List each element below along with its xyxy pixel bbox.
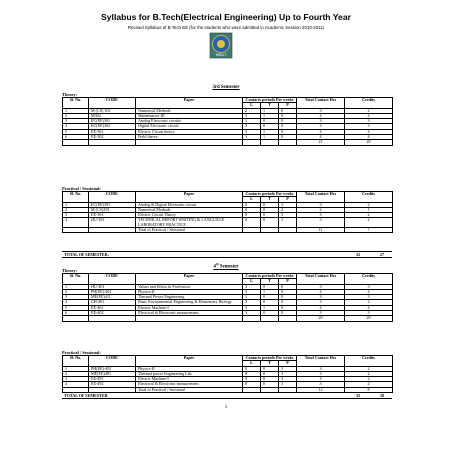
cell-total: 2 [297,207,345,212]
practical-total-label: Total of Practical / Sessional [136,228,243,233]
sem4-theory-label: Theory: [62,268,78,273]
header-sl: Sl. No. [63,192,89,203]
cell-credits: 3 [345,284,393,289]
cell-credits: 2 [345,382,393,387]
cell-sl: 1 [63,202,89,207]
header-code: CODE [89,356,136,367]
cell-l: 0 [243,202,261,207]
practical-total-row [63,228,393,233]
sem3-theory-table [62,97,393,146]
sem4-semester-total [62,392,392,399]
cell-code: ME(EE)481 [89,371,136,376]
semester-suffix: th [215,262,219,266]
header-credits: Credits [345,274,393,285]
cell-credits: 2 [345,213,393,218]
header-sl: Sl. No. [63,98,89,109]
cell-t: 0 [261,213,279,218]
header-l: L [243,103,261,108]
cell-paper: Basic Environmental Engineering & Elementary Biology [136,300,243,305]
practical-total-credits: 8 [345,387,393,392]
cell-t: 0 [261,377,279,382]
header-credits: Credits [345,356,393,367]
cell-l: 3 [243,113,261,118]
cell-p: 2 [279,207,297,212]
cell-paper: Electrical & Electronic measurement [136,311,243,316]
header-p: P [279,197,297,202]
header-t: T [261,103,279,108]
cell-sl: 4 [63,124,89,129]
cell-sl: 1 [63,284,89,289]
cell-credits: 3 [345,295,393,300]
cell-p: 0 [279,295,297,300]
cell-total: 3 [297,218,345,228]
header-paper: Paper [136,192,243,203]
cell-t: 0 [261,124,279,129]
document-title: Syllabus for B.Tech(Electrical Engineering) Up to Fourth Year [101,12,351,22]
cell-total: 4 [297,135,345,140]
cell-credits: 2 [345,202,393,207]
cell-l: 2 [243,108,261,113]
cell-total: 3 [297,202,345,207]
practical-total-hours: 12 [297,387,345,392]
total-row [63,316,393,321]
cell-sl: 3 [63,295,89,300]
header-p: P [279,103,297,108]
header-credits: Credits [345,192,393,203]
cell-t: 1 [261,129,279,134]
cell-p: 0 [279,135,297,140]
cell-paper: Digital Electronic circuit [136,124,243,129]
cell-p: 3 [279,371,297,376]
cell-t: 0 [261,371,279,376]
document-subtitle: Revised Syllabus of B.Tech EE (for the students who were admitted in Academic Session 2010-2011) [127,25,325,30]
cell-p: 3 [279,382,297,387]
cell-paper: Electrical & Electronic measurement [136,382,243,387]
cell-p: 0 [279,289,297,294]
sem3-semester-total [62,251,392,258]
header-paper: Paper [136,356,243,367]
cell-code: EC(EE)391 [89,202,136,207]
header-contacts: Contacts periods Per weeks [243,98,297,103]
sem4-practical-label: Practical / Sessional: [62,350,101,355]
cell-sl: 4 [63,382,89,387]
header-code: CODE [89,192,136,203]
cell-l: 3 [243,311,261,316]
cell-credits: 2 [345,218,393,228]
cell-t: 0 [261,295,279,300]
cell-credits: 4 [345,135,393,140]
practical-total-hours: 11 [297,228,345,233]
cell-t: 0 [261,218,279,228]
cell-t: 0 [261,366,279,371]
cell-t: 0 [261,382,279,387]
theory-total-credits: 20 [345,316,393,321]
cell-sl: 3 [63,213,89,218]
cell-l: 3 [243,129,261,134]
cell-p: 0 [279,108,297,113]
header-sl: Sl. No. [63,356,89,367]
cell-p: 0 [279,129,297,134]
header-l: L [243,279,261,284]
cell-p: 0 [279,300,297,305]
cell-credits: 3 [345,119,393,124]
practical-total-credits: 7 [345,228,393,233]
cell-paper: Electric Circuit Theory [136,213,243,218]
header-t: T [261,197,279,202]
header-p: P [279,361,297,366]
cell-paper: Analog Electronic circuits [136,119,243,124]
cell-total: 3 [297,284,345,289]
semester-total-hours: 32 [356,252,361,257]
semester-total-label: TOTAL OF SEMESTER: [64,252,109,257]
cell-code: EE-401 [89,305,136,310]
cell-l: 3 [243,295,261,300]
cell-l: 3 [243,124,261,129]
header-total: Total Contact Hrs [297,356,345,367]
header-l: L [243,361,261,366]
header-total: Total Contact Hrs [297,98,345,109]
cell-l: 3 [243,135,261,140]
cell-sl: 6 [63,135,89,140]
cell-credits: 4 [345,113,393,118]
cell-t: 0 [261,311,279,316]
header-code: CODE [89,98,136,109]
semester-total-hours: 32 [356,393,361,398]
semester-total-credits: 27 [380,252,385,257]
cell-t: 0 [261,300,279,305]
header-contacts: Contacts periods Per weeks [243,356,297,361]
cell-l: 3 [243,289,261,294]
cell-paper: Field theory [136,135,243,140]
cell-l: 3 [243,300,261,305]
cell-t: 1 [261,289,279,294]
cell-p: 0 [279,305,297,310]
header-paper: Paper [136,98,243,109]
header-contacts: Contacts periods Per weeks [243,274,297,279]
sem4-theory-table [62,273,393,322]
cell-code: M302 [89,113,136,118]
semester-total-label: TOTAL OF SEMESTER [64,393,108,398]
cell-total: 3 [297,108,345,113]
cell-paper: Mathematics-III [136,113,243,118]
cell-p: 0 [279,119,297,124]
cell-sl: 2 [63,113,89,118]
sem3-practical-table [62,191,393,233]
cell-total: 3 [297,300,345,305]
header-l: L [243,197,261,202]
theory-total-hours: 21 [297,140,345,145]
cell-paper: Numerical Methods [136,108,243,113]
cell-t: 1 [261,108,279,113]
page-number: 1 [224,405,228,410]
header-t: T [261,279,279,284]
total-row [63,140,393,145]
cell-sl: 5 [63,129,89,134]
cell-l: 0 [243,207,261,212]
header-sl: Sl. No. [63,274,89,285]
cell-t: 0 [261,119,279,124]
cell-t: 1 [261,113,279,118]
cell-sl: 1 [63,108,89,113]
cell-sl: 2 [63,207,89,212]
cell-p: 3 [279,213,297,218]
cell-code: CH-401 [89,300,136,305]
cell-t: 1 [261,305,279,310]
cell-l: 0 [243,371,261,376]
cell-l: 0 [243,213,261,218]
cell-code: EE-491 [89,377,136,382]
cell-code: EC(EE)301 [89,119,136,124]
cell-code: EE-492 [89,382,136,387]
cell-total: 3 [297,377,345,382]
cell-code: ME(EE)411 [89,295,136,300]
cell-credits: 4 [345,305,393,310]
cell-code: EE-402 [89,311,136,316]
header-total: Total Contact Hrs [297,192,345,203]
cell-credits: 3 [345,124,393,129]
practical-total-label: Total of Practical / Sessional [136,387,243,392]
cell-paper: Thermal power Engineering Lab [136,371,243,376]
cell-l: 3 [243,305,261,310]
cell-total: 3 [297,124,345,129]
cell-total: 3 [297,366,345,371]
cell-p: 0 [279,284,297,289]
header-total: Total Contact Hrs [297,274,345,285]
header-t: T [261,361,279,366]
cell-t: 0 [261,207,279,212]
cell-p: 0 [279,124,297,129]
cell-total: 3 [297,213,345,218]
cell-sl: 2 [63,371,89,376]
header-credits: Credits [345,98,393,109]
cell-credits: 2 [345,300,393,305]
cell-paper: Electric Machine-I [136,377,243,382]
sem3-theory-label: Theory: [62,92,78,97]
cell-l: 0 [243,366,261,371]
cell-p: 0 [279,113,297,118]
sem3-practical-label: Practical / Sessional: [62,186,101,191]
header-p: P [279,279,297,284]
cell-total: 4 [297,305,345,310]
cell-paper: Electric Circuit theory [136,129,243,134]
cell-t: 1 [261,135,279,140]
cell-credits: 4 [345,129,393,134]
cell-credits: 1 [345,207,393,212]
cell-sl: 4 [63,218,89,228]
cell-total: 4 [297,113,345,118]
cell-credits: 2 [345,366,393,371]
cell-l: 0 [243,382,261,387]
cell-code: M (CS) 301 [89,108,136,113]
cell-code: HU-381 [89,218,136,228]
theory-total-credits: 20 [345,140,393,145]
cell-sl: 1 [63,366,89,371]
cell-total: 3 [297,119,345,124]
cell-sl: 6 [63,311,89,316]
cell-t: 0 [261,202,279,207]
cell-p: 3 [279,377,297,382]
cell-p: 0 [279,311,297,316]
cell-paper: Electric Machine-I [136,305,243,310]
cell-l: 0 [243,218,261,228]
cell-credits: 2 [345,108,393,113]
cell-paper: Numerical Methods [136,207,243,212]
cell-paper: Physics-II [136,366,243,371]
cell-paper: Physics-II [136,289,243,294]
cell-sl: 4 [63,300,89,305]
cell-l: 3 [243,119,261,124]
cell-total: 3 [297,371,345,376]
cell-l: 3 [243,284,261,289]
cell-l: 0 [243,377,261,382]
semester-3-heading: 3rd Semester [212,85,240,90]
cell-paper: TECHNICAL REPORT WRITING & LANGUAGE LABORATORY PRACTICE [136,218,243,228]
header-code: CODE [89,274,136,285]
cell-credits: 4 [345,289,393,294]
cell-code: PH(EE)-491 [89,366,136,371]
cell-paper: Thermal Power Engineering [136,295,243,300]
cell-total: 3 [297,311,345,316]
cell-total: 4 [297,129,345,134]
cell-p: 3 [279,202,297,207]
semester-word: Semester [219,264,239,270]
cell-total: 3 [297,295,345,300]
table-row [63,218,393,228]
theory-total-hours: 20 [297,316,345,321]
cell-t: 0 [261,284,279,289]
sem4-practical-table [62,355,393,393]
cell-paper: Analog & Digital Electronic circuit [136,202,243,207]
cell-code: PH(EE)-401 [89,289,136,294]
cell-p: 3 [279,218,297,228]
cell-total: 3 [297,382,345,387]
cell-paper: Values and Ethics in Profession [136,284,243,289]
cell-code: EE-301 [89,129,136,134]
cell-sl: 3 [63,377,89,382]
cell-credits: 2 [345,377,393,382]
cell-code: EE-391 [89,213,136,218]
cell-sl: 3 [63,119,89,124]
semester-total-credits: 28 [380,393,385,398]
header-contacts: Contacts periods Per weeks [243,192,297,197]
cell-code: EC(EE)302 [89,124,136,129]
cell-total: 4 [297,289,345,294]
cell-credits: 2 [345,371,393,376]
cell-code: M (CS)391 [89,207,136,212]
cell-code: HU-401 [89,284,136,289]
cell-credits: 3 [345,311,393,316]
cell-p: 3 [279,366,297,371]
semester-number: 4 [213,264,216,270]
cell-sl: 2 [63,289,89,294]
university-logo [209,32,233,59]
logo-text: WBUT [215,53,227,57]
header-paper: Paper [136,274,243,285]
cell-sl: 5 [63,305,89,310]
cell-code: EE-302 [89,135,136,140]
